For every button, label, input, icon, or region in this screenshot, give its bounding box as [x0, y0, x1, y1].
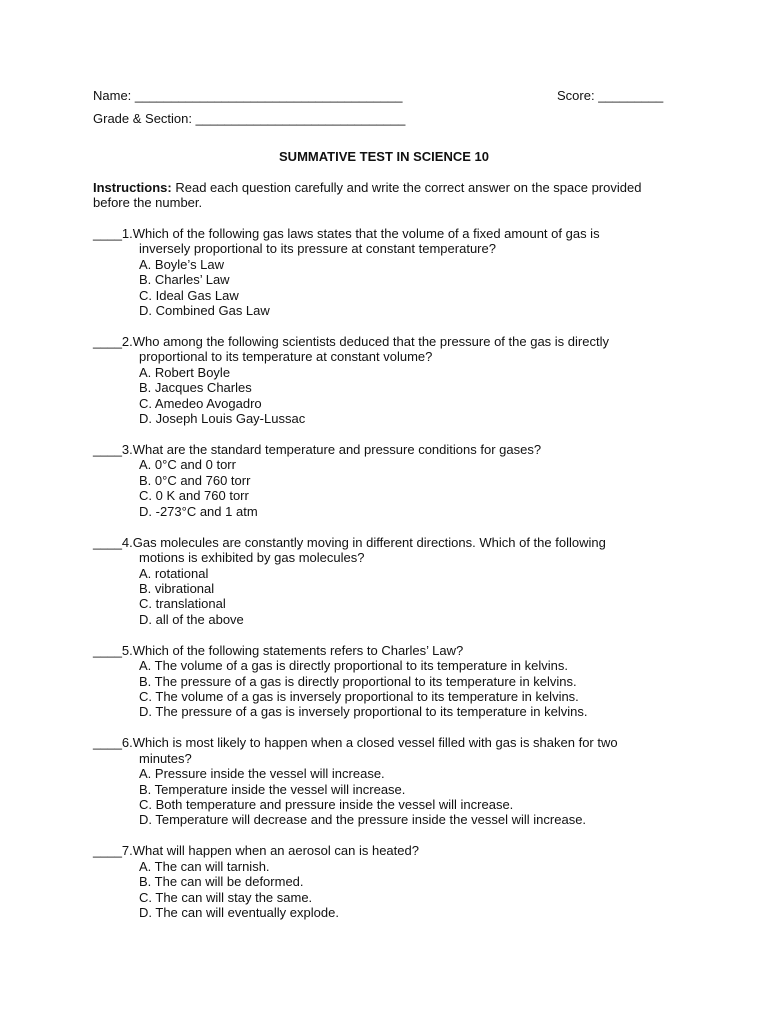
question-text-continued: motions is exhibited by gas molecules?: [139, 550, 365, 566]
page-title: SUMMATIVE TEST IN SCIENCE 10: [279, 149, 489, 164]
question-text: Gas molecules are constantly moving in different directions. Which of the following: [132, 534, 606, 550]
grade-section-line: [93, 111, 405, 126]
question-number: 2.: [121, 334, 133, 350]
answer-blank[interactable]: ____: [93, 735, 122, 751]
option-a: A. 0°C and 0 torr: [139, 457, 236, 473]
score-label: Score:: [557, 88, 595, 103]
grade-section-blank[interactable]: _____________________________: [195, 111, 406, 126]
option-a: A. rotational: [139, 565, 209, 581]
answer-blank[interactable]: ____: [93, 642, 122, 658]
question-text-continued: inversely proportional to its pressure at constant temperature?: [139, 241, 496, 257]
option-b: B. Temperature inside the vessel will increase.: [139, 781, 406, 797]
question-5: [93, 643, 693, 720]
option-list: [93, 859, 693, 921]
instructions: [93, 180, 653, 211]
answer-blank[interactable]: ____: [93, 843, 122, 859]
answer-blank[interactable]: ____: [93, 334, 122, 350]
option-d: D. all of the above: [139, 611, 244, 627]
option-b: B. vibrational: [139, 580, 215, 596]
option-a: A. The can will tarnish.: [139, 858, 270, 874]
question-number: 3.: [121, 442, 133, 458]
option-d: D. Joseph Louis Gay-Lussac: [139, 411, 306, 427]
option-b: B. The can will be deformed.: [139, 874, 304, 890]
question-6: [93, 735, 693, 827]
option-b: B. Jacques Charles: [139, 380, 252, 396]
question-1: [93, 226, 693, 318]
option-b: B. Charles’ Law: [139, 272, 230, 288]
name-label: Name:: [93, 88, 132, 103]
score-line: [557, 88, 663, 103]
option-a: A. The volume of a gas is directly proportional to its temperature in kelvins.: [139, 658, 568, 674]
option-a: A. Boyle’s Law: [139, 256, 225, 272]
answer-blank[interactable]: ____: [93, 534, 122, 550]
option-a: A. Pressure inside the vessel will increase.: [139, 766, 385, 782]
option-d: D. -273°C and 1 atm: [139, 503, 258, 519]
option-c: C. Ideal Gas Law: [139, 287, 239, 303]
option-c: C. The can will stay the same.: [139, 889, 313, 905]
option-d: D. The can will eventually explode.: [139, 905, 339, 920]
option-b: B. 0°C and 760 torr: [139, 472, 251, 488]
question-number: 1.: [121, 226, 133, 241]
question-text: What will happen when an aerosol can is heated?: [132, 843, 419, 859]
question-3: [93, 442, 693, 519]
instructions-text: Read each question carefully and write the correct answer on the space provided before the number.: [93, 180, 642, 211]
name-line: [93, 88, 402, 103]
question-text: What are the standard temperature and pressure conditions for gases?: [132, 442, 542, 458]
question-text: Which of the following gas laws states that the volume of a fixed amount of gas is: [132, 226, 600, 241]
option-a: A. Robert Boyle: [139, 364, 231, 380]
option-c: C. The volume of a gas is inversely proportional to its temperature in kelvins.: [139, 688, 579, 704]
option-list: [93, 457, 693, 519]
question-number: 6.: [121, 735, 133, 751]
option-c: C. 0 K and 760 torr: [139, 488, 249, 504]
option-list: [93, 566, 693, 628]
option-list: [93, 658, 693, 720]
question-4: [93, 535, 693, 627]
option-c: C. Both temperature and pressure inside the vessel will increase.: [139, 796, 514, 812]
question-text: Which of the following statements refers to Charles’ Law?: [132, 642, 464, 658]
option-d: D. Temperature will decrease and the pressure inside the vessel will increase.: [139, 812, 587, 828]
option-d: D. Combined Gas Law: [139, 303, 270, 319]
score-blank[interactable]: _________: [598, 88, 664, 103]
option-list: [93, 766, 693, 828]
option-c: C. translational: [139, 596, 226, 612]
question-text-continued: minutes?: [139, 750, 192, 766]
instructions-label: Instructions:: [93, 180, 172, 195]
option-d: D. The pressure of a gas is inversely proportional to its temperature in kelvins.: [139, 704, 588, 720]
answer-blank[interactable]: ____: [93, 442, 122, 458]
question-text: Which is most likely to happen when a closed vessel filled with gas is shaken for two: [132, 735, 618, 751]
question-7: [93, 843, 693, 920]
question-number: 4.: [121, 534, 133, 550]
option-c: C. Amedeo Avogadro: [139, 395, 262, 411]
question-number: 5.: [121, 642, 133, 658]
answer-blank[interactable]: ____: [93, 226, 122, 241]
question-list: [93, 226, 693, 936]
question-text: Who among the following scientists deduced that the pressure of the gas is directly: [132, 334, 609, 350]
question-text-continued: proportional to its temperature at constant volume?: [139, 349, 433, 365]
option-list: [93, 257, 693, 319]
question-2: [93, 334, 693, 426]
name-blank[interactable]: _____________________________________: [134, 88, 403, 103]
question-number: 7.: [121, 843, 133, 859]
grade-section-label: Grade & Section:: [93, 111, 192, 126]
option-list: [93, 365, 693, 427]
option-b: B. The pressure of a gas is directly proportional to its temperature in kelvins.: [139, 673, 577, 689]
